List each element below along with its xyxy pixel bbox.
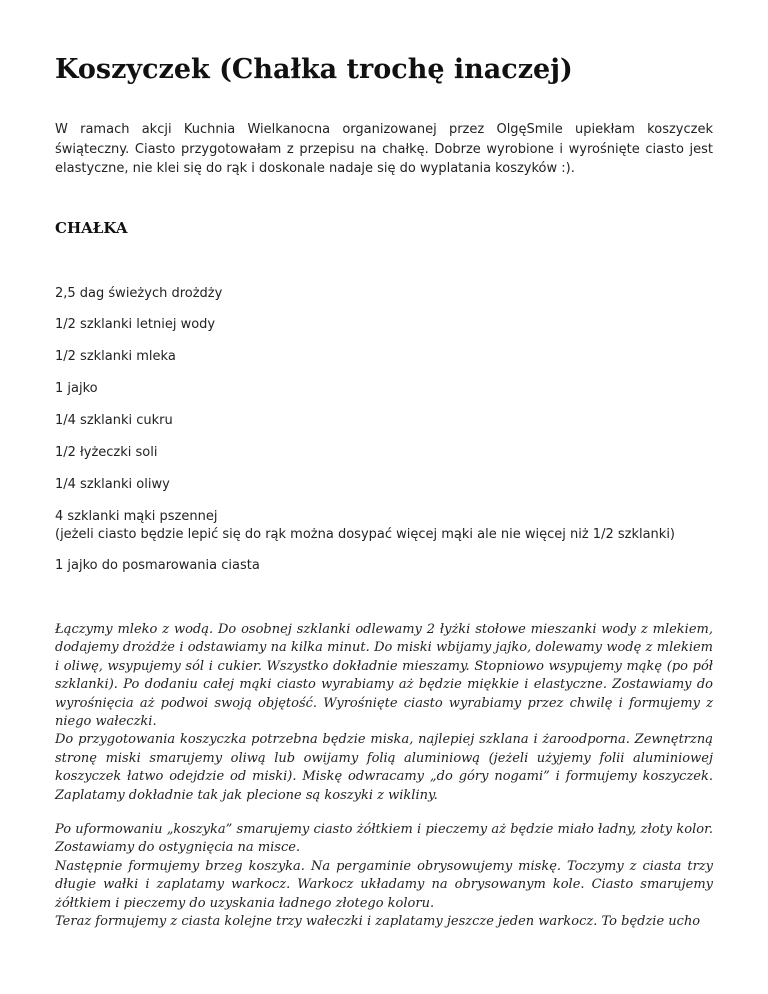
steps-text: Po uformowaniu „koszyka” smarujemy ciasto żółtkiem i pieczemy aż będzie miało ładny, złoty kolor. Zostawiamy do ostygnięcia na misce.	[55, 822, 713, 856]
ingredient-item: 1/2 łyżeczki soli	[55, 445, 158, 460]
ingredient-note: (jeżeli ciasto będzie lepić się do rąk można dosypać więcej mąki ale nie więcej niż 1/2 szklanki)	[55, 527, 676, 542]
steps-text: Teraz formujemy z ciasta kolejne trzy wałeczki i zaplatamy jeszcze jeden warkocz. To będzie ucho	[55, 914, 701, 930]
ingredient-item: 1/2 szklanki letniej wody	[55, 317, 216, 332]
page-title: Koszyczek (Chałka trochę inaczej)	[55, 54, 573, 85]
ingredient-item: 1/4 szklanki oliwy	[55, 477, 170, 492]
section-heading: CHAŁKA	[55, 219, 128, 237]
ingredient-item: 1 jajko	[55, 381, 98, 396]
steps-text: Do przygotowania koszyczka potrzebna będzie miska, najlepiej szklana i żaroodporna. Zewnętrzną stronę miski smarujemy oliwą lub owijamy folią aluminiową (jeżeli użyjemy folii aluminiowej koszyczek łatwo odejdzie od miski). Miskę odwracamy „do góry nogami” i formujemy koszyczek. Zaplatamy dokładnie tak jak plecione są koszyki z wikliny.	[55, 732, 713, 803]
steps-paragraph	[55, 821, 713, 931]
steps-text: Następnie formujemy brzeg koszyka. Na pergaminie obrysowujemy miskę. Toczymy z ciasta trzy długie wałki i zaplatamy warkocz. Warkocz układamy na obrysowanym kole. Ciasto smarujemy żółtkiem i pieczemy do uzyskania ładnego złotego koloru.	[55, 858, 713, 911]
ingredient-item: 2,5 dag świeżych drożdży	[55, 286, 223, 301]
steps-text: Łączymy mleko z wodą. Do osobnej szklanki odlewamy 2 łyżki stołowe mieszanki wody z mlekiem, dodajemy drożdże i odstawiamy na kilka minut. Do miski wbijamy jajko, dolewamy wodę z mlekiem i oliwę, wsypujemy sól i cukier. Wszystko dokładnie mieszamy. Stopniowo wsypujemy mąkę (po pół szklanki). Po dodaniu całej mąki ciasto wyrabiamy aż będzie miękkie i elastyczne. Zostawiamy do wyrośnięcia aż podwoi swoją objętość. Wyrośnięte ciasto wyrabiamy przez chwilę i formujemy z niego wałeczki.	[55, 622, 713, 730]
ingredient-item: 1 jajko do posmarowania ciasta	[55, 558, 260, 573]
ingredient-item: 1/4 szklanki cukru	[55, 413, 173, 428]
intro-paragraph: W ramach akcji Kuchnia Wielkanocna organizowanej przez OlgęSmile upiekłam koszyczek świąteczny. Ciasto przygotowałam z przepisu na chałkę. Dobrze wyrobione i wyrośnięte ciasto jest elastyczne, nie klei się do rąk i doskonale nadaje się do wyplatania koszyków :).	[55, 122, 713, 176]
ingredient-item: 1/2 szklanki mleka	[55, 349, 176, 364]
ingredient-item: 4 szklanki mąki pszennej	[55, 509, 218, 524]
steps-paragraph	[55, 621, 713, 805]
